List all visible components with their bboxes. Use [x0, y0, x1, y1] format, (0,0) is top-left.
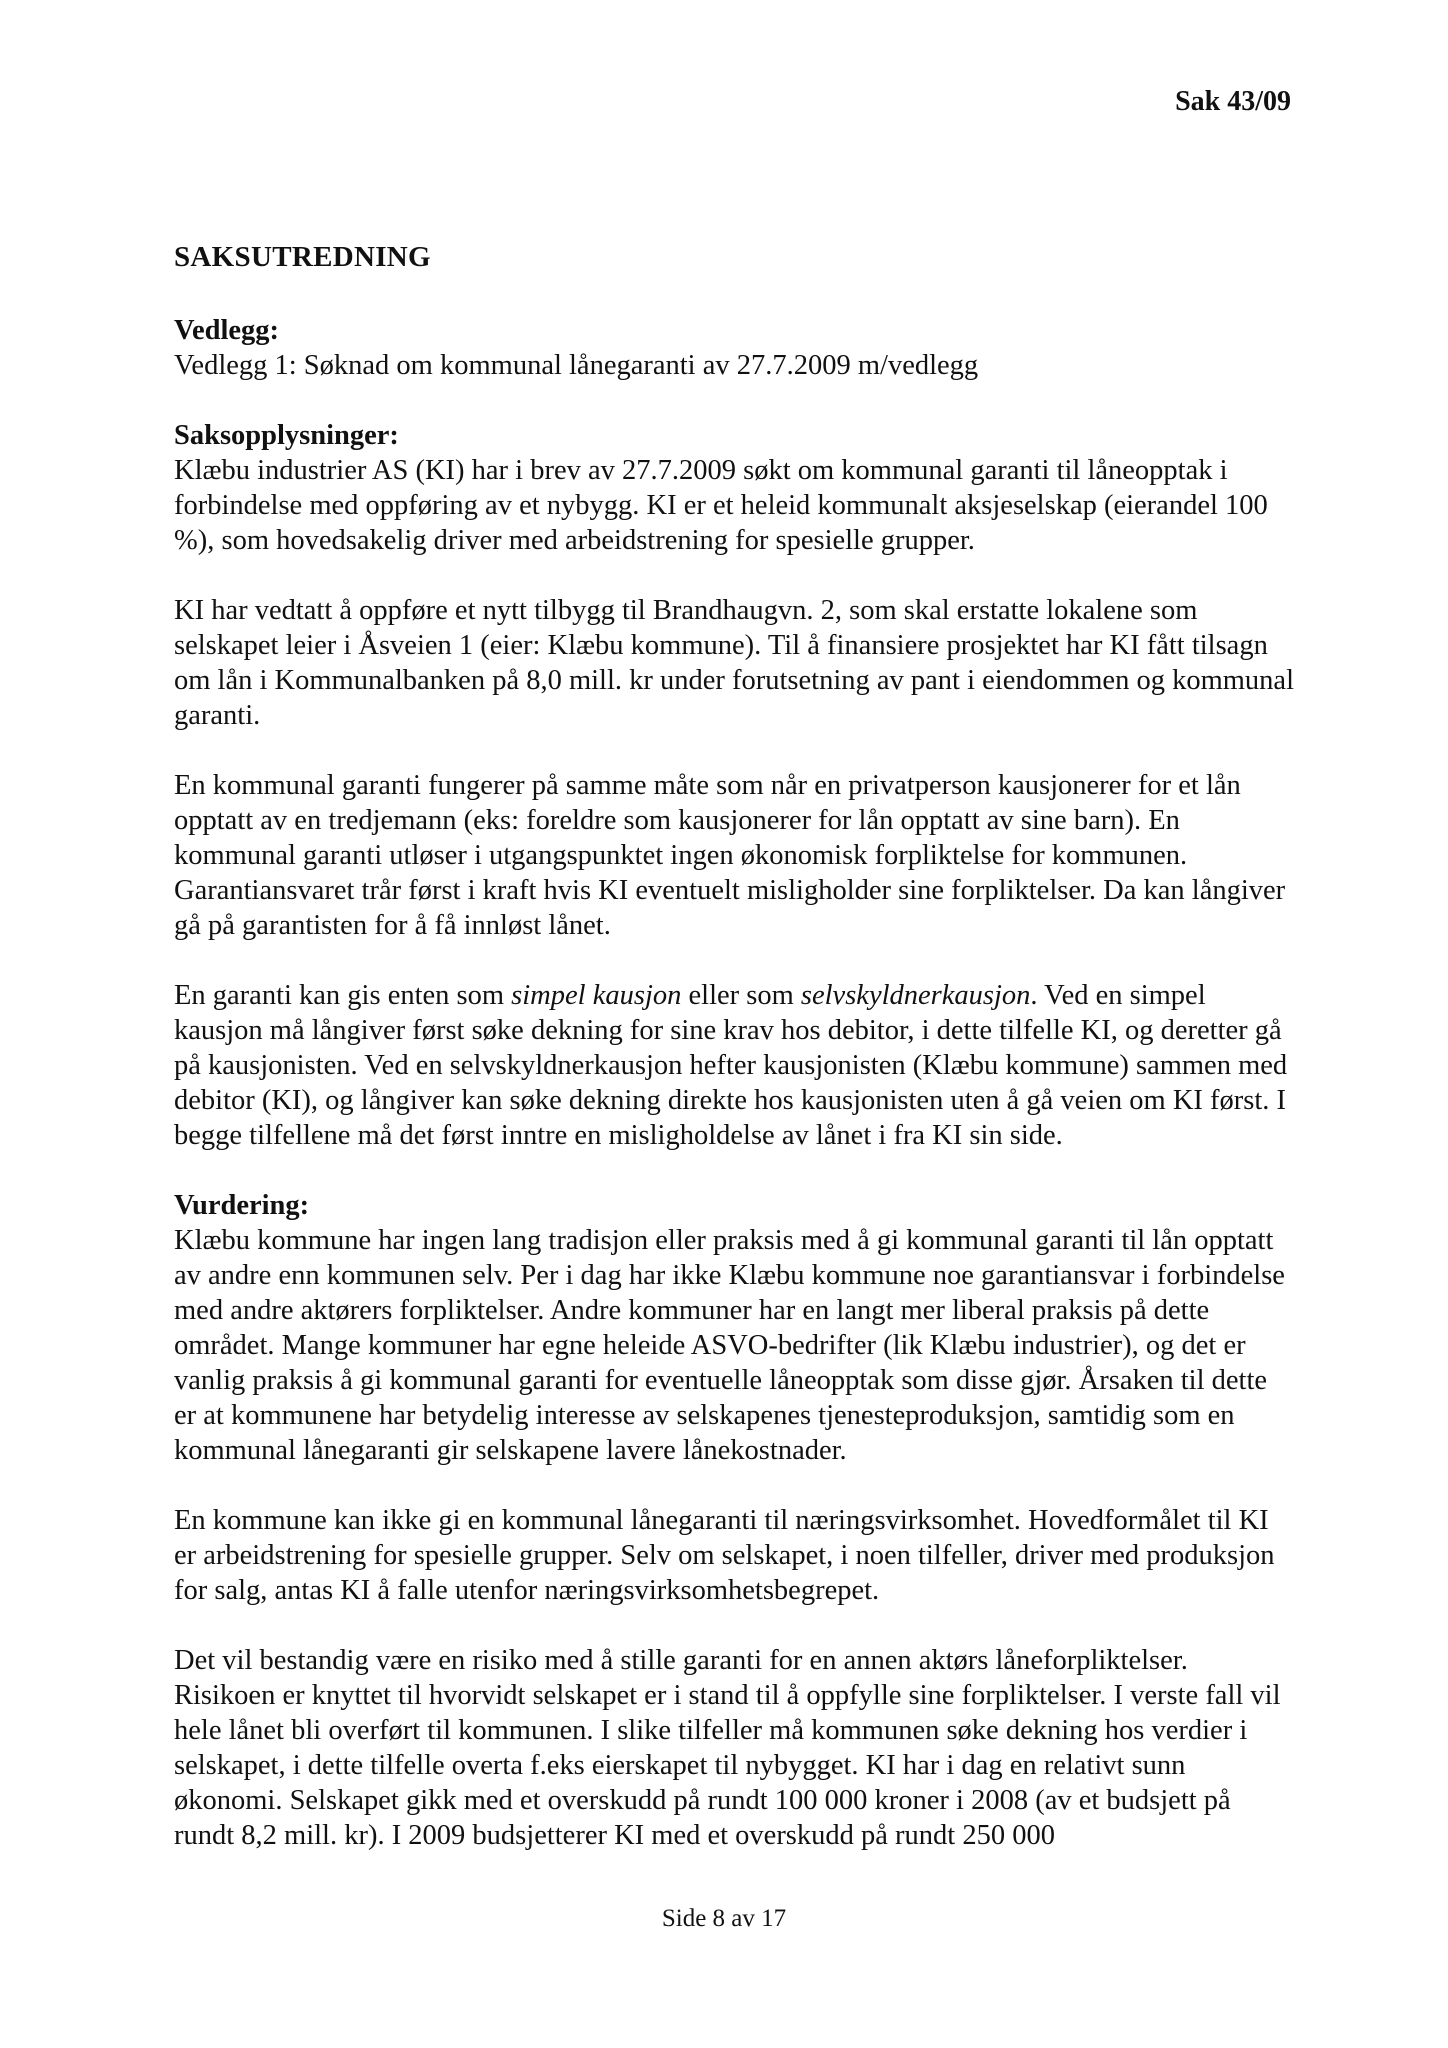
vedlegg-text: Vedlegg 1: Søknad om kommunal lånegaranti av 27.7.2009 m/vedlegg: [174, 350, 979, 381]
paragraph-4-part-c: . Ved en simpel kausjon må långiver først søke dekning for sine krav hos debitor, i dette tilfelle KI, og deretter gå på kausjonisten. Ved en selvskyldnerkausjon hefter kausjonisten (Klæbu kommune) sammen med debitor (KI), og långiver kan søke dekning direkte hos kausjonisten uten å gå veien om KI først. I begge tilfellene må det først inntre en misligholdelse av lånet i fra KI sin side.: [174, 980, 1288, 1151]
saksopplysninger-heading: Saksopplysninger:: [174, 420, 399, 451]
saksopplysninger-section: [174, 418, 1294, 558]
vurdering-paragraph-2: En kommune kan ikke gi en kommunal lånegaranti til næringsvirksomhet. Hovedformålet til KI er arbeidstrening for spesielle grupper. Selv om selskapet, i noen tilfeller, driver med produksjon for salg, antas KI å falle utenfor næringsvirksomhetsbegrepet.: [174, 1505, 1275, 1606]
saksopplysninger-paragraph-4: [174, 978, 1294, 1153]
case-number: Sak 43/09: [1175, 86, 1291, 117]
vurdering-heading: Vurdering:: [174, 1190, 310, 1221]
vurdering-paragraph-3: Det vil bestandig være en risiko med å stille garanti for en annen aktørs låneforpliktelser. Risikoen er knyttet til hvorvidt selskapet er i stand til å oppfylle sine forpliktelser. I verste fall vil hele lånet bli overført til kommunen. I slike tilfeller må kommunen søke dekning hos verdier i selskapet, i dette tilfelle overta f.eks eierskapet til nybygget. KI har i dag en relativt sunn økonomi. Selskapet gikk med et overskudd på rundt 100 000 kroner i 2008 (av et budsjett på rundt 8,2 mill. kr). I 2009 budsjetterer KI med et overskudd på rundt 250 000: [174, 1645, 1281, 1851]
saksopplysninger-paragraph-2: KI har vedtatt å oppføre et nytt tilbygg til Brandhaugvn. 2, som skal erstatte lokalene som selskapet leier i Åsveien 1 (eier: Klæbu kommune). Til å finansiere prosjektet har KI fått tilsagn om lån i Kommunalbanken på 8,0 mill. kr under forutsetning av pant i eiendommen og kommunal garanti.: [174, 595, 1294, 731]
paragraph-4-part-b: eller som: [681, 980, 801, 1011]
saksopplysninger-paragraph-1: Klæbu industrier AS (KI) har i brev av 27.7.2009 søkt om kommunal garanti til låneopptak i forbindelse med oppføring av et nybygg. KI er et heleid kommunalt aksjeselskap (eierandel 100 %), som hovedsakelig driver med arbeidstrening for spesielle grupper.: [174, 455, 1268, 556]
term-simpel-kausjon: simpel kausjon: [511, 980, 682, 1011]
saksopplysninger-paragraph-3: En kommunal garanti fungerer på samme måte som når en privatperson kausjonerer for et lån opptatt av en tredjemann (eks: foreldre som kausjonerer for lån opptatt av sine barn). En kommunal garanti utløser i utgangspunktet ingen økonomisk forpliktelse for kommunen. Garantiansvaret trår først i kraft hvis KI eventuelt misligholder sine forpliktelser. Da kan långiver gå på garantisten for å få innløst lånet.: [174, 770, 1286, 941]
vurdering-paragraph-1: Klæbu kommune har ingen lang tradisjon eller praksis med å gi kommunal garanti til lån opptatt av andre enn kommunen selv. Per i dag har ikke Klæbu kommune noe garantiansvar i forbindelse med andre aktørers forpliktelser. Andre kommuner har en langt mer liberal praksis på dette området. Mange kommuner har egne heleide ASVO-bedrifter (lik Klæbu industrier), og det er vanlig praksis å gi kommunal garanti for eventuelle låneopptak som disse gjør. Årsaken til dette er at kommunene har betydelig interesse av selskapenes tjenesteproduksjon, samtidig som en kommunal lånegaranti gir selskapene lavere lånekostnader.: [174, 1225, 1285, 1466]
page-footer: Side 8 av 17: [661, 1905, 787, 1932]
document-title: SAKSUTREDNING: [174, 241, 431, 273]
vurdering-section: [174, 1188, 1294, 1468]
vedlegg-heading: Vedlegg:: [174, 315, 280, 346]
document-body: [174, 240, 1294, 1888]
paragraph-4-part-a: En garanti kan gis enten som: [174, 980, 512, 1011]
vedlegg-section: [174, 313, 1294, 383]
term-selvskyldnerkausjon: selvskyldnerkausjon: [800, 980, 1031, 1011]
